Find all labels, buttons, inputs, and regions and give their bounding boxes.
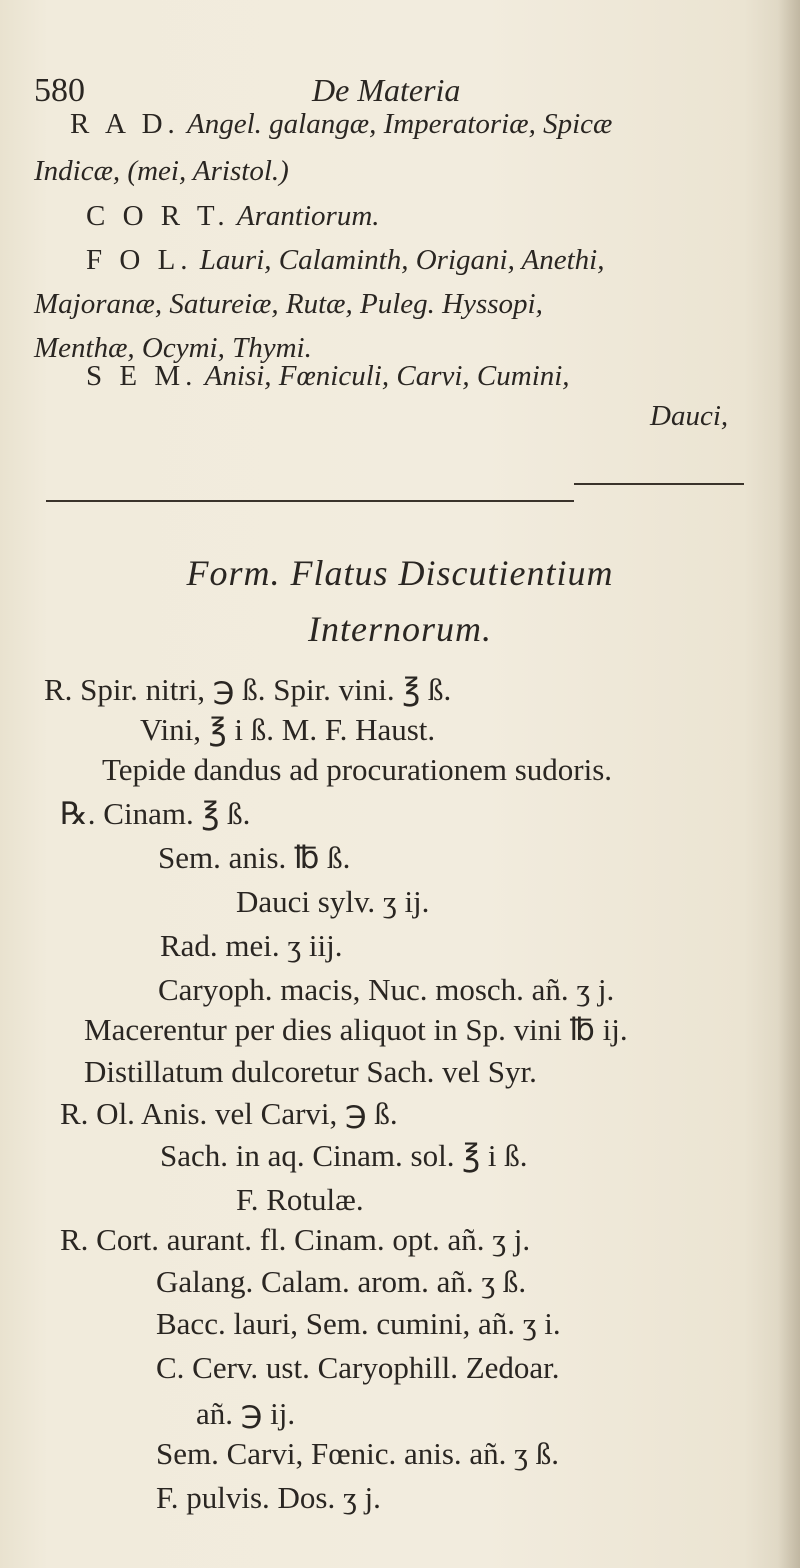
recipe-line: Sach. in aq. Cinam. sol. ℥ i ß. (160, 1138, 528, 1173)
recipe-line: C. Cerv. ust. Caryophill. Zedoar. (156, 1350, 560, 1385)
upper-line: Dauci, (650, 400, 729, 432)
upper-line: Majoranæ, Satureiæ, Rutæ, Puleg. Hyssopi, (34, 288, 543, 320)
recipe-line: añ. ℈ ij. (196, 1396, 296, 1431)
line-lead: R A D. (70, 108, 180, 140)
upper-line (70, 108, 612, 141)
line-lead: C O R T. (86, 200, 230, 232)
recipe-line: Tepide dandus ad procurationem sudoris. (102, 752, 613, 787)
running-title: De Materia (312, 72, 461, 108)
recipe-line: Vini, ℥ i ß. M. F. Haust. (140, 712, 436, 747)
page-number: 580 (34, 72, 85, 109)
formula-subtitle: Internorum. (308, 609, 492, 649)
recipe-line: R. Cort. aurant. fl. Cinam. opt. añ. ʒ j. (60, 1222, 531, 1257)
line-lead: F O L. (86, 244, 193, 276)
recipe-line: Galang. Calam. arom. añ. ʒ ß. (156, 1264, 527, 1299)
recipe-line: R. Ol. Anis. vel Carvi, ℈ ß. (60, 1096, 398, 1131)
recipe-line: Rad. mei. ʒ iij. (160, 928, 343, 963)
formula-title: Form. Flatus Discutientium (186, 553, 614, 593)
recipe-line: F. Rotulæ. (236, 1182, 364, 1217)
page-edge-shadow (778, 0, 800, 1568)
recipe-line: Bacc. lauri, Sem. cumini, añ. ʒ i. (156, 1306, 561, 1341)
upper-line (86, 244, 605, 277)
line-text: Lauri, Calaminth, Origani, Anethi, (199, 244, 605, 276)
section-rule (46, 500, 574, 502)
line-text: Arantiorum. (236, 200, 380, 232)
recipe-line: R. Spir. nitri, ℈ ß. Spir. vini. ℥ ß. (44, 672, 452, 707)
recipe-line: F. pulvis. Dos. ʒ j. (156, 1480, 381, 1515)
upper-line (86, 360, 570, 393)
recipe-line: Sem. Carvi, Fœnic. anis. añ. ʒ ß. (156, 1436, 559, 1471)
upper-line (86, 200, 380, 233)
recipe-line: Caryoph. macis, Nuc. mosch. añ. ʒ j. (158, 972, 615, 1007)
line-text: Anisi, Fœniculi, Carvi, Cumini, (204, 360, 570, 392)
line-text: Angel. galangæ, Imperatoriæ, Spicæ (187, 108, 613, 140)
line-lead: S E M. (86, 360, 198, 392)
section-rule (574, 483, 744, 485)
recipe-line: Sem. anis. ℔ ß. (158, 840, 351, 875)
recipe-line: ℞. Cinam. ℥ ß. (60, 796, 251, 831)
recipe-line: Dauci sylv. ʒ ij. (236, 884, 430, 919)
upper-line: Indicæ, (mei, Aristol.) (34, 155, 289, 187)
recipe-line: Distillatum dulcoretur Sach. vel Syr. (84, 1054, 537, 1089)
upper-line: Menthæ, Ocymi, Thymi. (34, 332, 312, 364)
recipe-line: Macerentur per dies aliquot in Sp. vini ℔ ij. (84, 1012, 628, 1047)
